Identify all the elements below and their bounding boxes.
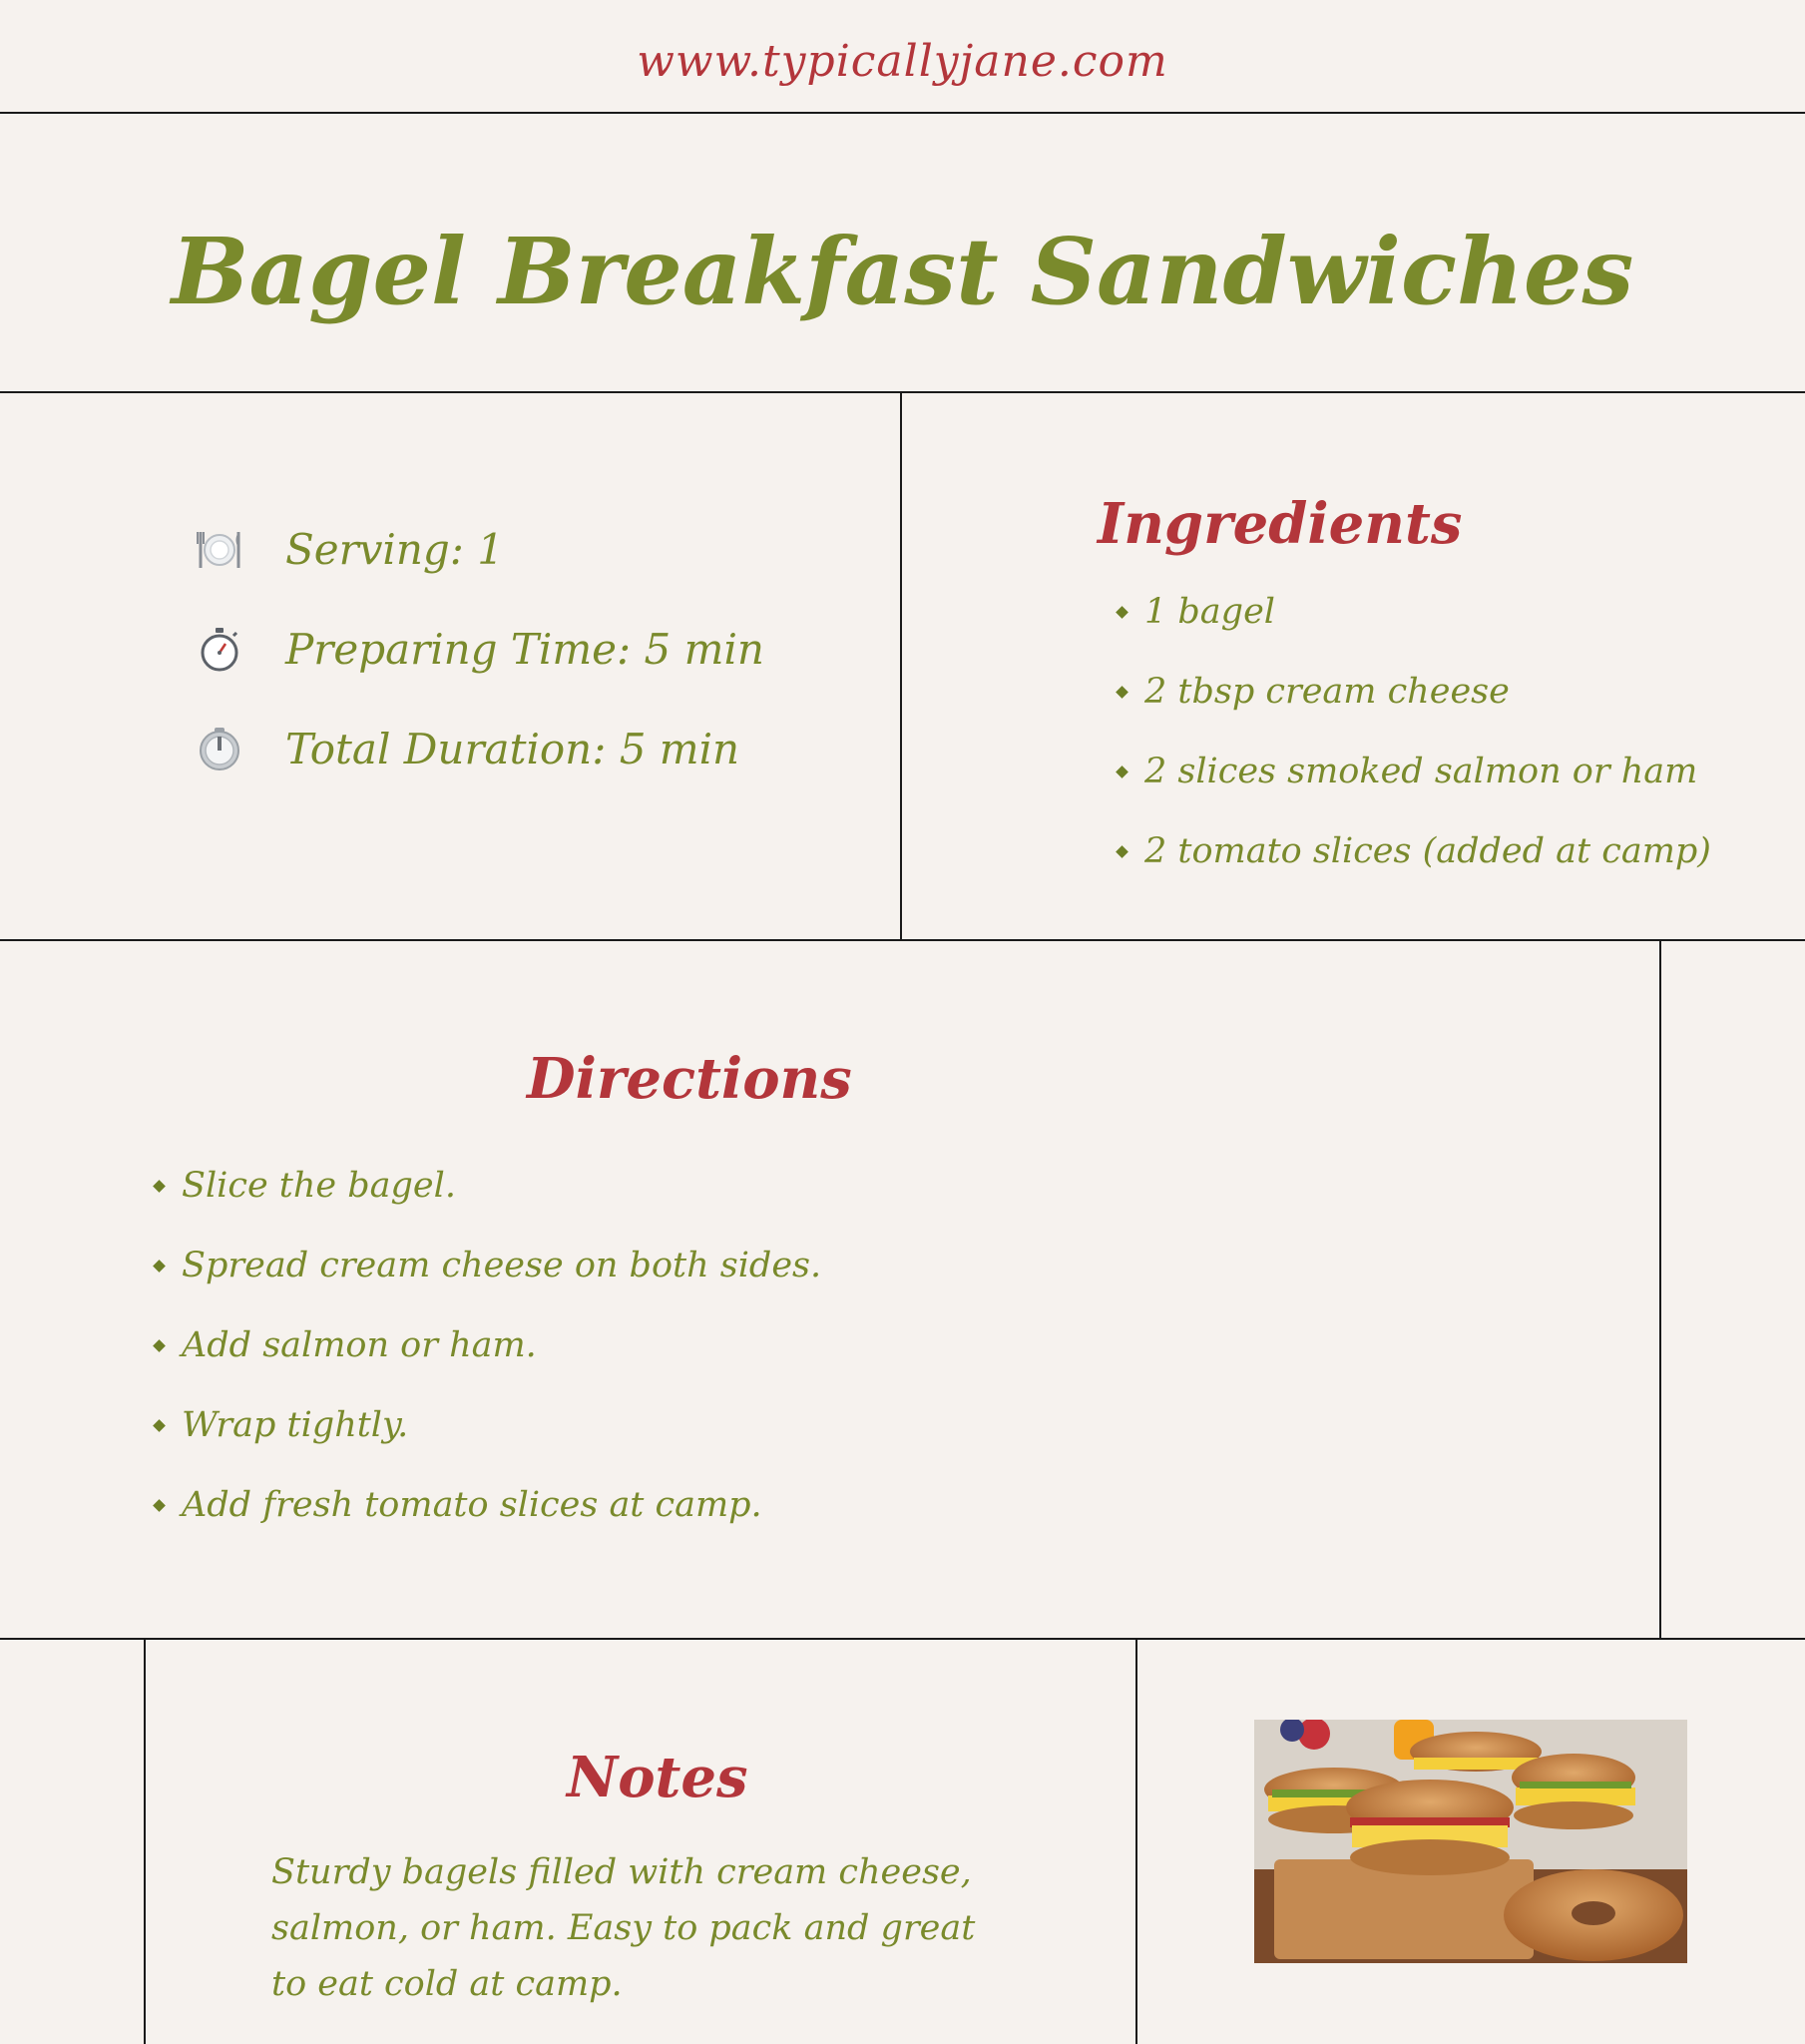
bullet-icon: [1116, 606, 1128, 619]
list-item: Wrap tightly.: [155, 1385, 821, 1465]
list-item: Spread cream cheese on both sides.: [155, 1226, 821, 1305]
divider: [0, 112, 1805, 114]
divider: [0, 939, 1805, 941]
meta-total-duration: [196, 725, 739, 773]
ingredients-heading: Ingredients: [1098, 491, 1463, 557]
divider: [1659, 939, 1661, 1639]
meta-prep-time: [196, 625, 764, 674]
divider: [1135, 1638, 1137, 2044]
notes-text: Sturdy bagels filled with cream cheese, salmon, or ham. Easy to pack and great to eat cold at camp.: [271, 1852, 976, 2004]
bullet-icon: [153, 1180, 166, 1193]
bullet-icon: [1116, 845, 1128, 858]
bullet-icon: [1116, 686, 1128, 699]
bullet-icon: [153, 1339, 166, 1352]
plate-cutlery-icon: [196, 526, 243, 574]
directions-heading: Directions: [527, 1046, 852, 1112]
list-item: Add salmon or ham.: [155, 1305, 821, 1385]
bagel-sandwich-photo: [1254, 1720, 1687, 1963]
site-url[interactable]: www.typicallyjane.com: [637, 36, 1168, 87]
stopwatch-icon: [196, 626, 243, 674]
recipe-title: Bagel Breakfast Sandwiches: [171, 218, 1634, 325]
list-item: Add fresh tomato slices at camp.: [155, 1465, 821, 1545]
divider: [900, 391, 902, 940]
serving-label: Serving: 1: [285, 525, 505, 574]
bullet-icon: [153, 1260, 166, 1273]
timer-icon: [196, 726, 243, 773]
total-duration-label: Total Duration: 5 min: [285, 725, 740, 773]
list-item: 2 slices smoked salmon or ham: [1118, 732, 1711, 811]
list-item: 1 bagel: [1118, 572, 1711, 652]
divider: [0, 1638, 1805, 1640]
divider: [144, 1638, 146, 2044]
list-item: 2 tomato slices (added at camp): [1118, 811, 1711, 891]
ingredients-list: [1118, 572, 1711, 891]
bullet-icon: [1116, 766, 1128, 778]
bullet-icon: [153, 1419, 166, 1432]
notes-heading: Notes: [567, 1745, 748, 1810]
prep-time-label: Preparing Time: 5 min: [285, 625, 764, 674]
directions-list: [155, 1146, 821, 1545]
list-item: 2 tbsp cream cheese: [1118, 652, 1711, 732]
meta-serving: [196, 525, 504, 574]
divider: [0, 391, 1805, 393]
list-item: Slice the bagel.: [155, 1146, 821, 1226]
bullet-icon: [153, 1499, 166, 1512]
